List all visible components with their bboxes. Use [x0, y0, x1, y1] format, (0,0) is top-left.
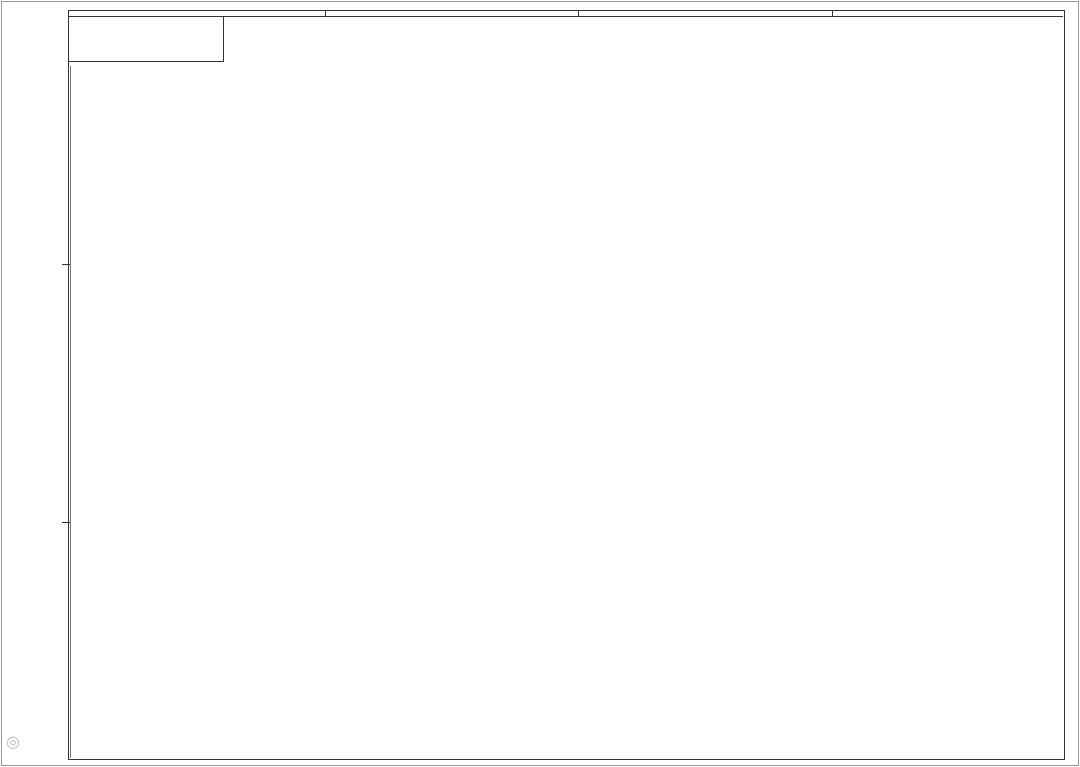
watermark	[6, 734, 20, 750]
drawing-number-box	[68, 16, 224, 62]
watermark-logo-icon: ◎	[6, 732, 20, 751]
bill-of-materials	[603, 170, 1061, 470]
title-block	[603, 470, 1061, 758]
